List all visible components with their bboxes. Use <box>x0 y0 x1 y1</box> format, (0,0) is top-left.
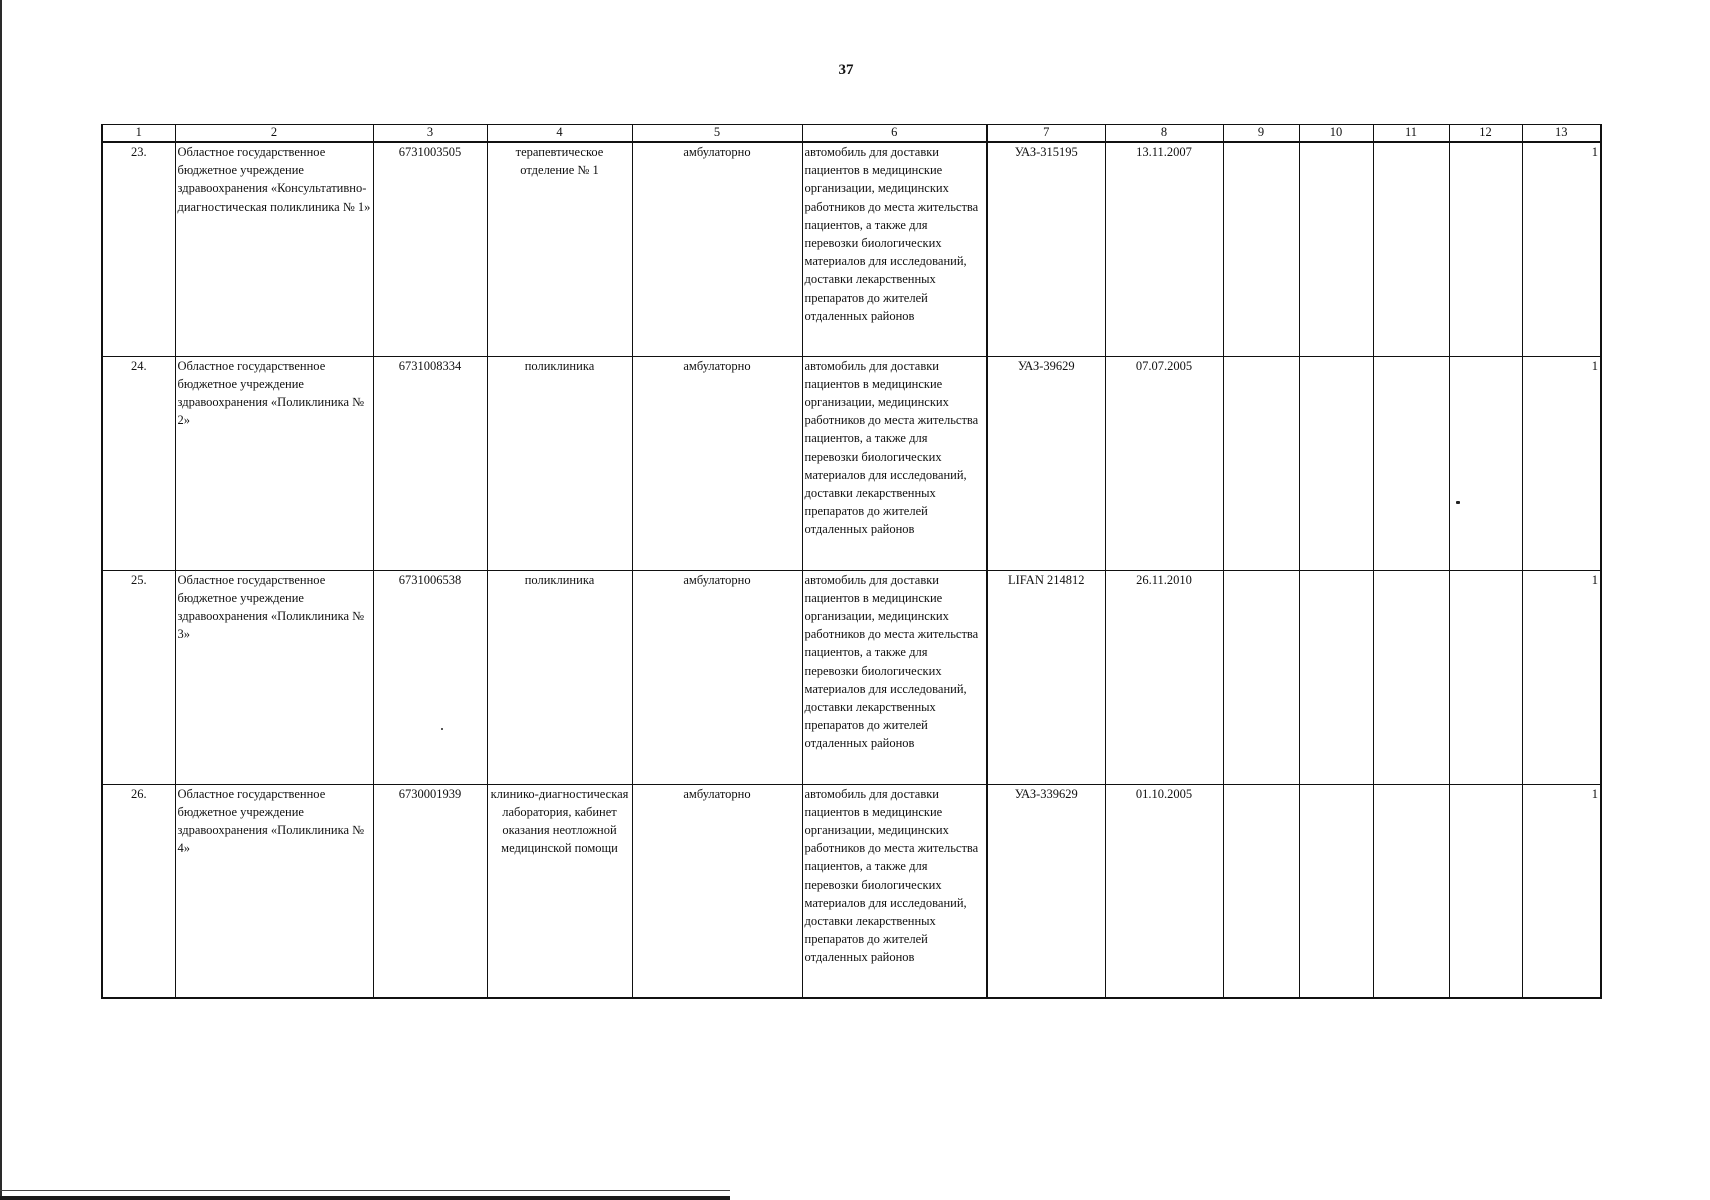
row-number: 26. <box>102 784 175 998</box>
scan-edge-bottom-thin <box>0 1190 730 1191</box>
vehicle-table <box>101 124 1602 999</box>
cell-col-12 <box>1449 142 1522 356</box>
header-col-6: 6 <box>802 125 987 143</box>
inn-value: 6731003505 <box>373 142 487 356</box>
table-body <box>102 142 1601 998</box>
vehicle-purpose: автомобиль для доставки пациентов в медицинские организации, медицинских работников до места жительства пациентов, а также для перевозки биологических материалов для исследований, доставки лекарственных препаратов до жителей отдаленных районов <box>802 784 987 998</box>
header-col-3: 3 <box>373 125 487 143</box>
department-name: терапевтическое отделение № 1 <box>487 142 632 356</box>
cell-col-11 <box>1373 356 1449 570</box>
scan-speck <box>1456 501 1460 504</box>
cell-col-11 <box>1373 570 1449 784</box>
inn-value: 6731008334 <box>373 356 487 570</box>
cell-col-10 <box>1299 784 1373 998</box>
vehicle-model: УАЗ-339629 <box>987 784 1105 998</box>
vehicle-date: 26.11.2010 <box>1105 570 1223 784</box>
row-number: 25. <box>102 570 175 784</box>
header-col-7: 7 <box>987 125 1105 143</box>
cell-col-13: 1 <box>1522 142 1601 356</box>
header-col-11: 11 <box>1373 125 1449 143</box>
care-type: амбулаторно <box>632 356 802 570</box>
institution-name: Областное государственное бюджетное учреждение здравоохранения «Поликлиника № 2» <box>175 356 373 570</box>
cell-col-12 <box>1449 570 1522 784</box>
table-row <box>102 784 1601 998</box>
cell-col-9 <box>1223 784 1299 998</box>
scan-speck <box>441 728 443 730</box>
header-col-13: 13 <box>1522 125 1601 143</box>
header-row <box>102 125 1601 143</box>
cell-col-10 <box>1299 356 1373 570</box>
table-row <box>102 570 1601 784</box>
cell-col-9 <box>1223 356 1299 570</box>
vehicle-purpose: автомобиль для доставки пациентов в медицинские организации, медицинских работников до места жительства пациентов, а также для перевозки биологических материалов для исследований, доставки лекарственных препаратов до жителей отдаленных районов <box>802 142 987 356</box>
header-col-1: 1 <box>102 125 175 143</box>
department-name: поликлиника <box>487 356 632 570</box>
vehicle-model: LIFAN 214812 <box>987 570 1105 784</box>
header-col-10: 10 <box>1299 125 1373 143</box>
cell-col-9 <box>1223 142 1299 356</box>
cell-col-13: 1 <box>1522 356 1601 570</box>
table-container <box>101 124 1602 999</box>
cell-col-12 <box>1449 356 1522 570</box>
header-col-8: 8 <box>1105 125 1223 143</box>
inn-value: 6731006538 <box>373 570 487 784</box>
cell-col-9 <box>1223 570 1299 784</box>
department-name: поликлиника <box>487 570 632 784</box>
table-row <box>102 356 1601 570</box>
page-number: 37 <box>838 62 854 78</box>
cell-col-10 <box>1299 142 1373 356</box>
care-type: амбулаторно <box>632 142 802 356</box>
institution-name: Областное государственное бюджетное учреждение здравоохранения «Поликлиника № 4» <box>175 784 373 998</box>
vehicle-date: 07.07.2005 <box>1105 356 1223 570</box>
cell-col-13: 1 <box>1522 784 1601 998</box>
department-name: клинико-диагностическая лаборатория, кабинет оказания неотложной медицинской помощи <box>487 784 632 998</box>
inn-value: 6730001939 <box>373 784 487 998</box>
vehicle-model: УАЗ-39629 <box>987 356 1105 570</box>
scan-edge-bottom <box>0 1196 730 1200</box>
institution-name: Областное государственное бюджетное учреждение здравоохранения «Поликлиника № 3» <box>175 570 373 784</box>
cell-col-11 <box>1373 784 1449 998</box>
cell-col-13: 1 <box>1522 570 1601 784</box>
institution-name: Областное государственное бюджетное учреждение здравоохранения «Консультативно-диагностическая поликлиника № 1» <box>175 142 373 356</box>
header-col-2: 2 <box>175 125 373 143</box>
header-col-4: 4 <box>487 125 632 143</box>
table-header <box>102 125 1601 143</box>
row-number: 23. <box>102 142 175 356</box>
cell-col-10 <box>1299 570 1373 784</box>
header-col-12: 12 <box>1449 125 1522 143</box>
scan-edge-left <box>0 0 2 1200</box>
cell-col-11 <box>1373 142 1449 356</box>
vehicle-purpose: автомобиль для доставки пациентов в медицинские организации, медицинских работников до места жительства пациентов, а также для перевозки биологических материалов для исследований, доставки лекарственных препаратов до жителей отдаленных районов <box>802 356 987 570</box>
header-col-5: 5 <box>632 125 802 143</box>
care-type: амбулаторно <box>632 570 802 784</box>
vehicle-date: 13.11.2007 <box>1105 142 1223 356</box>
row-number: 24. <box>102 356 175 570</box>
table-row <box>102 142 1601 356</box>
cell-col-12 <box>1449 784 1522 998</box>
vehicle-purpose: автомобиль для доставки пациентов в медицинские организации, медицинских работников до места жительства пациентов, а также для перевозки биологических материалов для исследований, доставки лекарственных препаратов до жителей отдаленных районов <box>802 570 987 784</box>
header-col-9: 9 <box>1223 125 1299 143</box>
vehicle-date: 01.10.2005 <box>1105 784 1223 998</box>
care-type: амбулаторно <box>632 784 802 998</box>
vehicle-model: УАЗ-315195 <box>987 142 1105 356</box>
